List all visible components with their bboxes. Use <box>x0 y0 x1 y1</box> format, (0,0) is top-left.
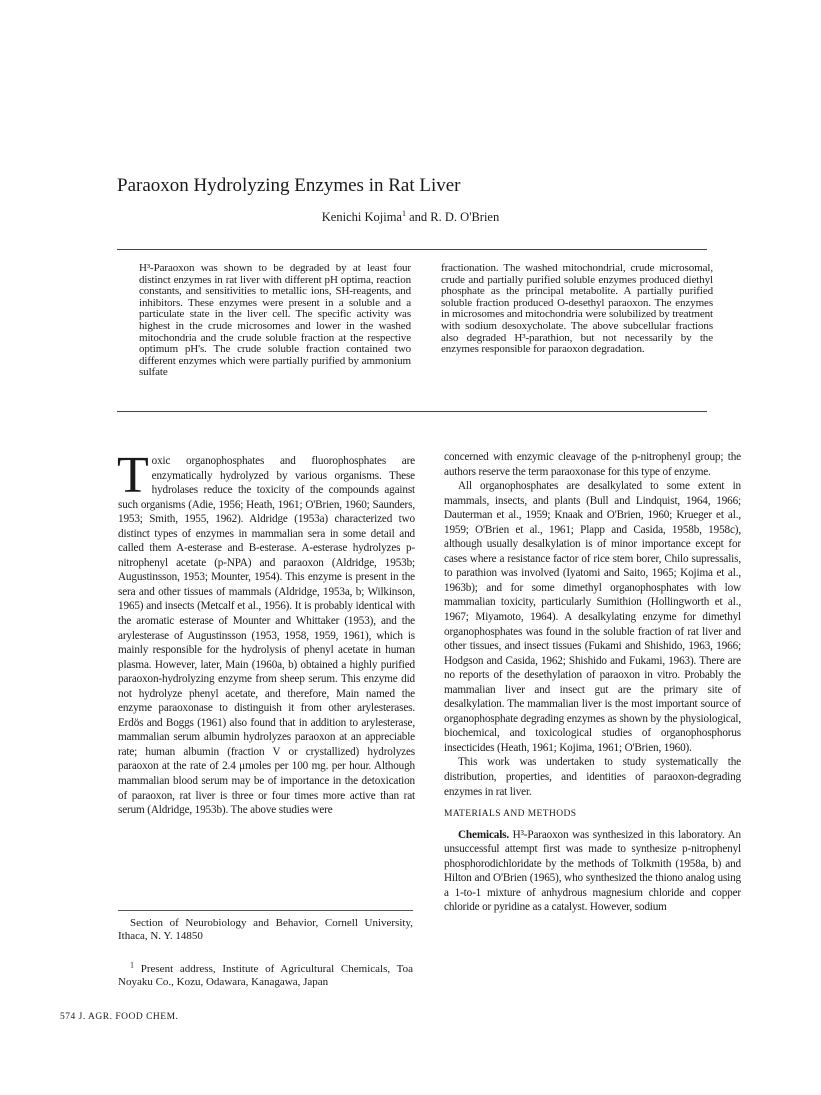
paragraph-objective: This work was undertaken to study systematically the distribution, properties, and identities of paraoxon-degrading enzymes in rat liver. <box>444 756 741 798</box>
author-1-footnote-mark: 1 <box>401 208 406 218</box>
author-1: Kenichi Kojima <box>321 210 402 224</box>
intro-paragraph <box>117 447 415 818</box>
body-left-column <box>117 447 415 818</box>
paragraph-desalkylation: All organophosphates are desalkylated to some extent in mammals, insects, and plants (Bull and Lindquist, 1964, 1966; Dauterman et al., 1959; Knaak and O'Brien, 1960; Krueger et al., 1959; O'Brien et al., 1961; Plapp and Casida, 1958b, 1958c), although usually desalkylation is of minor importance except for cases where a resistance factor of rice stem borer, Chilo supressalis, to parathion was involved (Iyatomi and Saito, 1965; Kojima et al., 1963b); and for some dimethyl organophosphates with low mammalian toxicity, particularly Sumithion (Hollingworth et al., 1967; Miyamoto, 1964). A desalkylating enzyme for dimethyl organophosphates was found in the soluble fraction of rat liver and other tissues, and insect tissues (Fukami and Shishido, 1963, 1966; Hodgson and Casida, 1962; Shishido and Fukami, 1963). There are no reports of the desethylation of paraoxon in vitro. Probably the mammalian liver and insect gut are the primary site of desalkylation. The mammalian liver is the most important source of organophosphate degrading enzymes as shown by the physiological, biochemical, and toxicological studies of organophosphorus insecticides (Heath, 1961; Kojima, 1961; O'Brien, 1960). <box>444 480 741 754</box>
footnote-1-mark: 1 <box>130 960 134 970</box>
drop-cap: T <box>117 447 149 504</box>
abstract-left-column: H³-Paraoxon was shown to be degraded by at least four distinct enzymes in rat liver with different pH optima, reaction constants, and sensitivities to metallic ions, SH-reagents, and inhibitors. These enzymes were present in a soluble and a particulate state in the liver cell. The specific activity was highest in the crude microsomes and lower in the washed mitochondria and the crude soluble fraction at the respective optimum pH's. The crude soluble fraction contained two different enzymes which were partially purified by ammonium sulfate <box>139 262 411 379</box>
run-in-heading: Chemicals. <box>458 828 510 841</box>
section-heading: MATERIALS AND METHODS <box>444 809 577 820</box>
author-2: R. D. O'Brien <box>430 210 500 224</box>
abstract-bottom-rule <box>117 411 707 412</box>
affiliation-note: Section of Neurobiology and Behavior, Cornell University, Ithaca, N. Y. 14850 <box>118 917 413 942</box>
abstract-right-column: fractionation. The washed mitochondrial, crude microsomal, crude and partially purified soluble enzymes produced diethyl phosphate as the principal metabolite. A partially purified soluble fraction produced O-desethyl paraoxon. The enzymes in microsomes and mitochondria were solubilized by treatment with sodium desoxycholate. The above subcellular fractions also degraded H³-parathion, but not necessarily by the enzymes responsible for paraoxon degradation. <box>441 262 713 356</box>
author-connector: and <box>405 210 431 224</box>
chemicals-text: H³-Paraoxon was synthesized in this laboratory. An unsuccessful attempt first was made to synthesize p-nitrophenyl phosphorodichloridate by the methods of Tolkmith (1958a, b) and Hilton and O'Brien (1965), who synthesized the thiono analog using a 1-to-1 mixture of anhydrous magnesium chloride and copper chloride or pyridine as a catalyst. However, sodium <box>444 828 741 914</box>
article-title: Paraoxon Hydrolyzing Enzymes in Rat Liver <box>117 175 461 196</box>
page-footer: 574 J. AGR. FOOD CHEM. <box>60 1012 179 1022</box>
author-line <box>0 208 821 226</box>
abstract-top-rule <box>117 249 707 250</box>
intro-text: oxic organophosphates and fluorophosphates are enzymatically hydrolyzed by various organisms. These hydrolases reduce the toxicity of the compounds against such organisms (Adie, 1956; Heath, 1961; O'Brien, 1960; Saunders, 1953; Smith, 1955, 1962). Aldridge (1953a) characterized two distinct types of enzymes in mammalian sera in some detail and called them A-esterase and B-esterase. A-esterase hydrolyzes p-nitrophenyl acetate (p-NPA) and paraoxon (Aldridge, 1953b; Augustinsson, 1953; Mounter, 1954). This enzyme is present in the sera and other tissues of mammals (Aldridge, 1953a, b; Wilkinson, 1965) and insects (Metcalf et al., 1956). It is probably identical with the aromatic esterase of Mounter and Whittaker (1953), and the arylesterase of Augustinsson (1953, 1958, 1959, 1961), which is mainly responsible for the hydrolysis of phenyl acetate in human plasma. However, later, Main (1960a, b) obtained a highly purified paraoxon-hydrolyzing enzyme from sheep serum. This enzyme did not hydrolyze phenyl acetate, and therefore, Main named the enzyme paraoxonase to distinguish it from other arylesterases. Erdös and Boggs (1961) also found that in addition to arylesterase, mammalian serum albumin hydrolyzes paraoxon at an appreciable rate; human albumin (fraction V or crystallized) hydrolyzes paraoxon at the rate of 2.4 μmoles per 100 mg. per hour. Although mammalian blood serum may be of importance in the detoxication of paraoxon, rat liver is three or four times more active than rat serum (Aldridge, 1953b). The above studies were <box>118 455 415 817</box>
footnote-rule <box>118 910 413 911</box>
body-right-column <box>444 450 741 915</box>
paragraph-continuation: concerned with enzymic cleavage of the p-nitrophenyl group; the authors reserve the term paraoxonase for this type of enzyme. <box>444 451 741 478</box>
paragraph-chemicals <box>444 828 741 915</box>
footnote-1 <box>118 960 413 988</box>
footnote-1-text: Present address, Institute of Agricultural Chemicals, Toa Noyaku Co., Kozu, Odawara, Kanagawa, Japan <box>118 963 413 988</box>
